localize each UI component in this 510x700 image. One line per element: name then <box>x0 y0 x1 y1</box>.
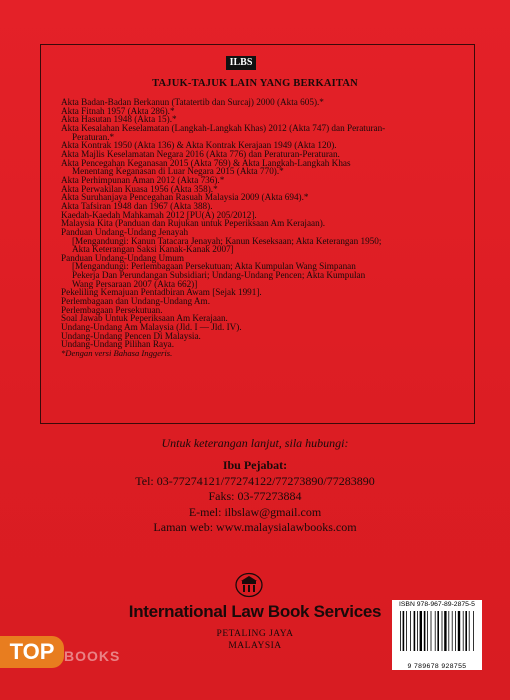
related-title-item: Pekerja Dan Perundangan Subsidiari; Undang-Undang Pencen; Akta Kumpulan <box>72 270 366 281</box>
fax-number: Faks: 03-77273884 <box>208 489 302 503</box>
barcode-digits: 9 789678 928755 <box>407 663 467 670</box>
related-title-item: Perlembagaan dan Undang-Undang Am. <box>61 296 211 307</box>
watermark-books-text: BOOKS <box>64 648 121 664</box>
barcode-bar <box>424 611 426 651</box>
related-title-item: Undang-Undang Pencen Di Malaysia. <box>61 330 201 341</box>
related-title-item: Peraturan.* <box>72 131 115 142</box>
barcode-bar <box>417 611 418 651</box>
related-title-item: Panduan Undang-Undang Jenayah <box>61 226 189 237</box>
related-title-item: Akta Hasutan 1948 (Akta 15).* <box>61 114 177 125</box>
barcode-bar <box>431 611 432 651</box>
related-title-item: Akta Suruhanjaya Pencegahan Rasuah Malaysia 2009 (Akta 694).* <box>61 192 309 203</box>
related-title-item: Menentang Keganasan di Luar Negara 2015 (Akta 770).* <box>72 166 284 177</box>
related-title-item: Pekeliling Kemajuan Pentadbiran Awam [Sejak 1991]. <box>61 287 262 298</box>
isbn-barcode-panel <box>392 600 482 670</box>
related-title-item: Akta Majlis Keselamatan Negara 2016 (Akta 776) dan Peraturan-Peraturan. <box>61 148 340 159</box>
english-version-note: *Dengan versi Bahasa Inggeris. <box>61 348 173 359</box>
related-title-item: Akta Kontrak 1950 (Akta 136) & Akta Kontrak Kerajaan 1949 (Akta 120). <box>61 140 337 151</box>
related-title-item: Malaysia Kita (Panduan dan Rujukan untuk Peperiksaan Am Kerajaan). <box>61 218 326 229</box>
related-title-item: Akta Tafsiran 1948 dan 1967 (Akta 388). <box>61 200 213 211</box>
barcode-bar <box>444 611 446 651</box>
barcode-bar <box>403 611 405 651</box>
barcode-bar <box>414 611 416 651</box>
related-title-item: Panduan Undang-Undang Umum <box>61 252 184 263</box>
related-title-item: Akta Kesalahan Keselamatan (Langkah-Langkah Khas) 2012 (Akta 747) dan Peraturan- <box>61 122 386 133</box>
contact-block <box>0 458 510 536</box>
barcode-bar <box>435 611 436 651</box>
barcode-bar <box>463 611 464 651</box>
related-title-item: Undang-Undang Am Malaysia (Jld. I — Jld. IV). <box>61 322 242 333</box>
related-title-item: Perlembagaan Persekutuan. <box>61 304 163 315</box>
barcode-bar <box>448 611 449 651</box>
barcode-icon <box>398 611 476 660</box>
contact-intro: Untuk keterangan lanjut, sila hubungi: <box>161 436 349 450</box>
publisher-country: MALAYSIA <box>228 641 282 651</box>
barcode-bar <box>427 611 428 651</box>
publisher-name: International Law Book Services <box>128 602 382 621</box>
ilbs-crest-icon <box>234 572 264 598</box>
isbn-label: ISBN 978-967-89-2875-5 <box>399 601 475 608</box>
related-title-item: Wang Persaraan 2007 (Akta 662)] <box>72 278 198 289</box>
related-title-item: [Mengandungi: Kanun Tatacara Jenayah; Kanun Keseksaan; Akta Keterangan 1950; <box>72 235 382 246</box>
related-title-item: Soal Jawab Untuk Peperiksaan Am Kerajaan. <box>61 313 228 324</box>
barcode-bar <box>406 611 407 651</box>
related-title-item: Akta Perhimpunan Aman 2012 (Akta 736).* <box>61 174 225 185</box>
related-title-item: [Mengandungi: Perlembagaan Persekutuan; Akta Kumpulan Wang Simpanan <box>72 261 356 272</box>
ilbs-badge: ILBS <box>226 56 256 70</box>
barcode-bar <box>458 611 460 651</box>
related-title-item: Akta Perwakilan Kuasa 1956 (Akta 358).* <box>61 183 218 194</box>
barcode-bar <box>452 611 453 651</box>
related-title-item: Akta Pencegahan Keganasan 2015 (Akta 769) & Akta Langkah-Langkah Khas <box>61 157 351 168</box>
related-titles-heading: TAJUK-TAJUK LAIN YANG BERKAITAN <box>152 78 358 89</box>
barcode-bar <box>410 611 411 651</box>
related-titles-list <box>61 98 466 358</box>
related-title-item: Undang-Undang Pilihan Raya. <box>61 339 175 350</box>
publisher-city: PETALING JAYA <box>216 629 294 639</box>
barcode-bar <box>469 611 470 651</box>
watermark-top-text: TOP <box>0 636 64 668</box>
email-address: E-mel: ilbslaw@gmail.com <box>188 504 322 519</box>
head-office-label: Ibu Pejabat: <box>222 458 288 472</box>
barcode-bar <box>420 611 422 651</box>
barcode-bar <box>455 611 456 651</box>
topbooks-watermark <box>0 636 175 670</box>
barcode-bar <box>437 611 439 651</box>
barcode-bar <box>465 611 467 651</box>
barcode-bar <box>473 611 474 651</box>
website-address: Laman web: www.malaysialawbooks.com <box>153 520 357 534</box>
barcode-bar <box>400 611 401 651</box>
related-title-item: Akta Badan-Badan Berkanun (Tatatertib dan Surcaj) 2000 (Akta 605).* <box>61 97 324 107</box>
barcode-bar <box>442 611 443 651</box>
related-title-item: Akta Keterangan Saksi Kanak-Kanak 2007] <box>72 244 234 255</box>
phone-numbers: Tel: 03-77274121/77274122/77273890/77283890 <box>135 473 375 488</box>
related-title-item: Kaedah-Kaedah Mahkamah 2012 [PU(A) 205/2012]. <box>61 209 257 220</box>
related-title-item: Akta Fitnah 1957 (Akta 286).* <box>61 105 175 116</box>
